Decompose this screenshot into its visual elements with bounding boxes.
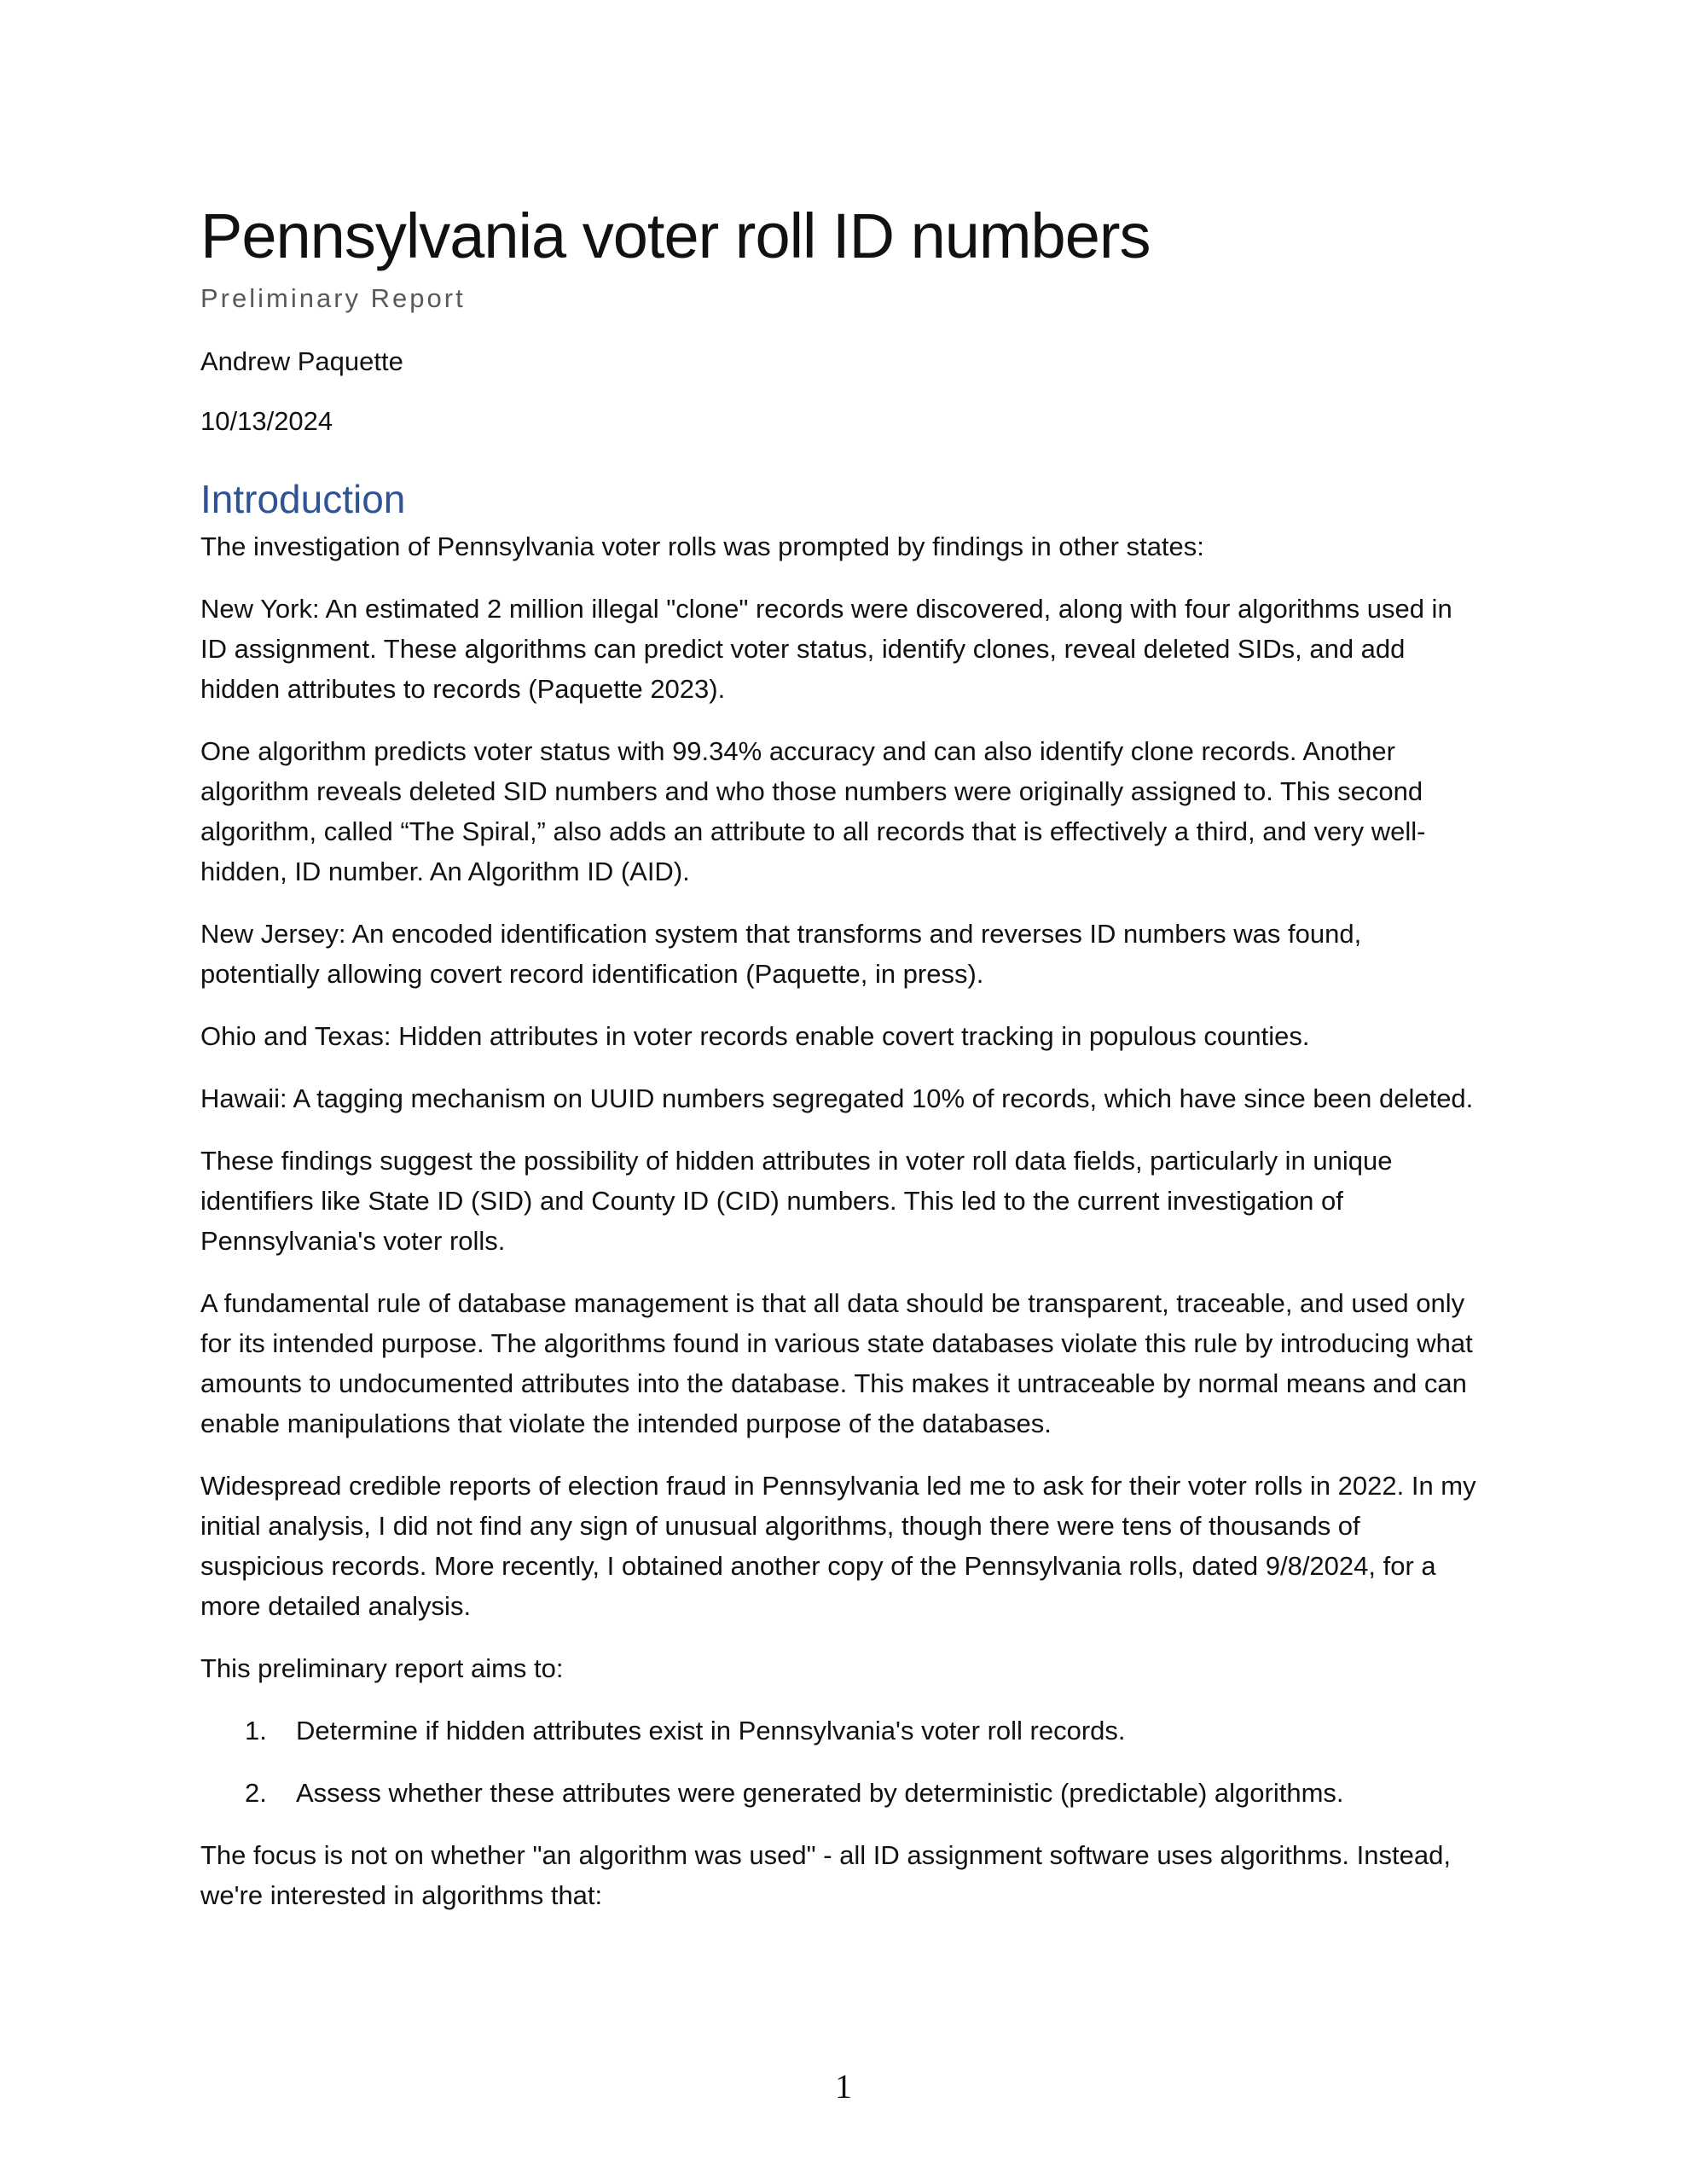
document-date: 10/13/2024 [200, 405, 333, 436]
page-number: 1 [835, 2067, 852, 2106]
paragraph: The investigation of Pennsylvania voter rolls was prompted by findings in other states: [200, 531, 1204, 562]
list-item-text: Determine if hidden attributes exist in Pennsylvania's voter roll records. [296, 1716, 1126, 1746]
aims-list [200, 1711, 1482, 1813]
paragraph: Widespread credible reports of election fraud in Pennsylvania led me to ask for their voter rolls in 2022. In my initial analysis, I did not find any sign of unusual algorithms, though there were tens of thousands of suspicious records. More recently, I obtained another copy of the Pennsylvania rolls, dated 9/8/2024, for a more detailed analysis. [200, 1471, 1476, 1622]
author-name: Andrew Paquette [200, 346, 403, 376]
paragraph: These findings suggest the possibility of hidden attributes in voter roll data fields, particularly in unique identifiers like State ID (SID) and County ID (CID) numbers. This led to the current investigation of Pennsylvania's voter rolls. [200, 1146, 1393, 1257]
list-item [200, 1773, 1482, 1813]
list-item-number: 1. [245, 1716, 267, 1746]
paragraph: New Jersey: An encoded identification system that transforms and reverses ID numbers was found, potentially allowing covert record identification (Paquette, in press). [200, 919, 1362, 990]
paragraph: One algorithm predicts voter status with 99.34% accuracy and can also identify clone records. Another algorithm reveals deleted SID numbers and who those numbers were originally assigned to. This second algorithm, called “The Spiral,” also adds an attribute to all records that is effectively a third, and very well-hidden, ID number. An Algorithm ID (AID). [200, 736, 1426, 887]
document-subtitle: Preliminary Report [200, 282, 466, 313]
paragraph: Hawaii: A tagging mechanism on UUID numbers segregated 10% of records, which have since been deleted. [200, 1083, 1474, 1114]
list-item-number: 2. [245, 1778, 267, 1809]
paragraph: A fundamental rule of database management is that all data should be transparent, traceable, and used only for its intended purpose. The algorithms found in various state databases violate this rule by introducing what amounts to undocumented attributes into the database. This makes it untraceable by normal means and can enable manipulations that violate the intended purpose of the databases. [200, 1288, 1473, 1439]
section-heading-introduction: Introduction [200, 477, 406, 522]
paragraph: Ohio and Texas: Hidden attributes in voter records enable covert tracking in populous counties. [200, 1021, 1310, 1052]
document-title: Pennsylvania voter roll ID numbers [200, 200, 1151, 271]
list-item [200, 1711, 1482, 1751]
paragraph: New York: An estimated 2 million illegal "clone" records were discovered, along with four algorithms used in ID assignment. These algorithms can predict voter status, identify clones, reveal deleted SIDs, and add hidden attributes to records (Paquette 2023). [200, 594, 1452, 705]
paragraph: This preliminary report aims to: [200, 1653, 564, 1684]
paragraph: The focus is not on whether "an algorithm was used" - all ID assignment software uses algorithms. Instead, we're interested in algorithms that: [200, 1840, 1451, 1911]
list-item-text: Assess whether these attributes were generated by deterministic (predictable) algorithms. [296, 1778, 1344, 1809]
